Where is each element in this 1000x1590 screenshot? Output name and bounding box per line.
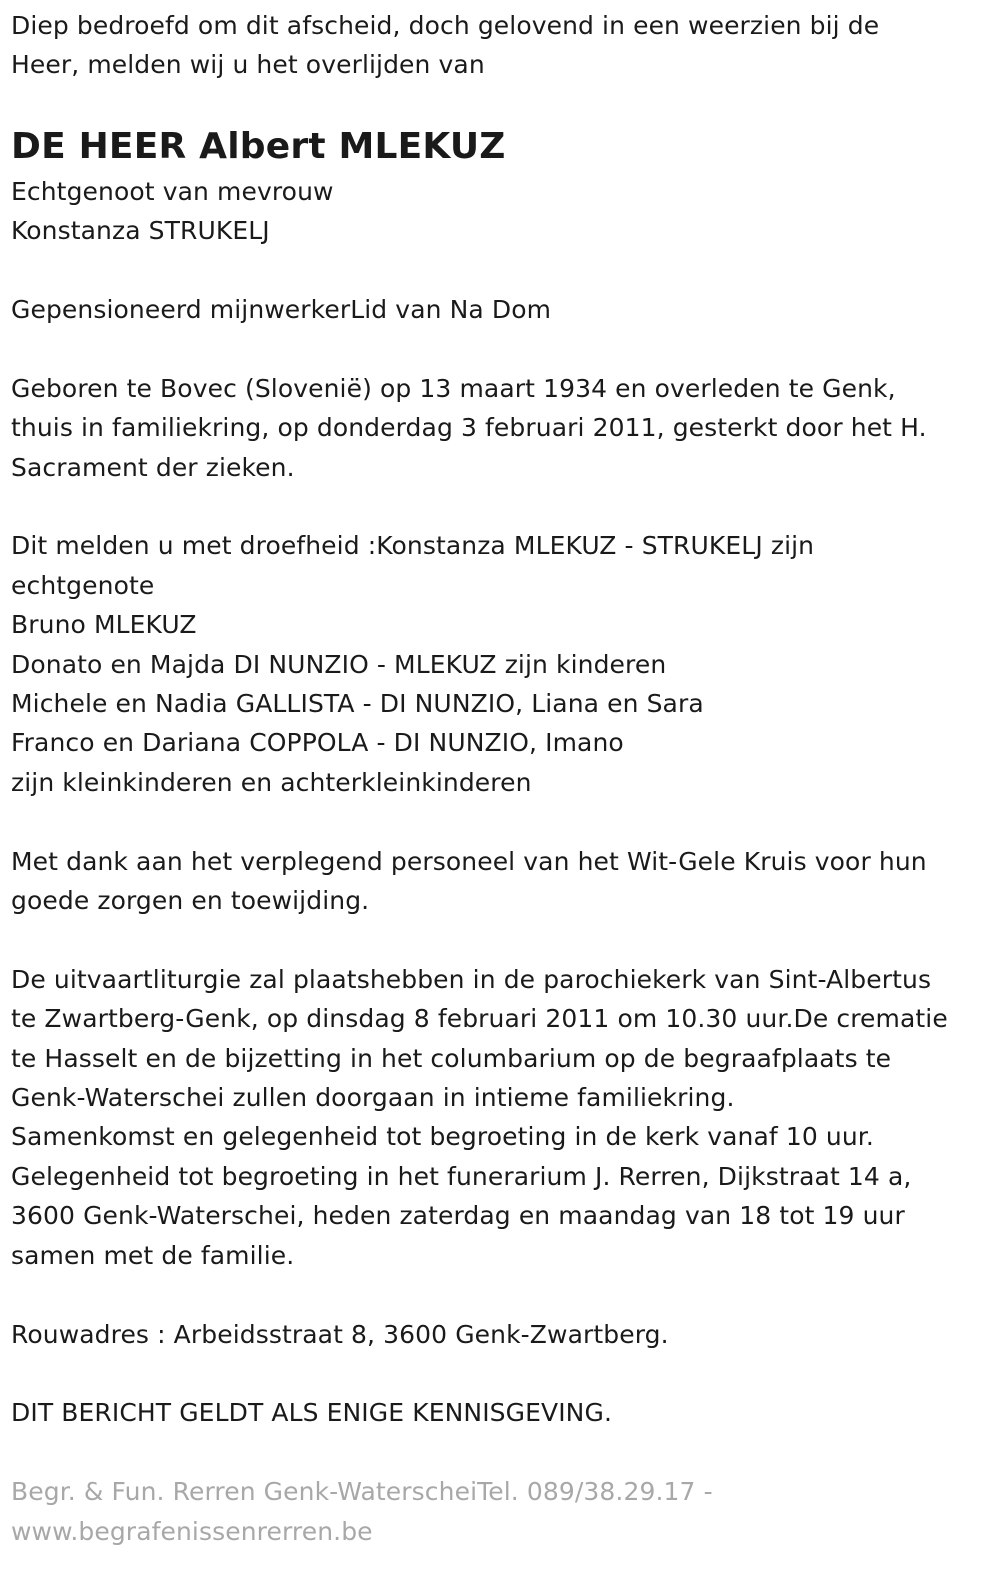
intro-line: Heer, melden wij u het overlijden van — [11, 50, 485, 80]
intro-paragraph — [11, 6, 986, 85]
family-line: Michele en Nadia GALLISTA - DI NUNZIO, Liana en Sara — [11, 689, 704, 719]
birth-death-line: Geboren te Bovec (Slovenië) op 13 maart 1934 en overleden te Genk, — [11, 373, 896, 403]
family-line: zijn kleinkinderen en achterkleinkinderen — [11, 767, 532, 797]
spouse-line: Konstanza STRUKELJ — [11, 216, 270, 246]
mourning-address: Rouwadres : Arbeidsstraat 8, 3600 Genk-Zwartberg. — [11, 1319, 669, 1349]
obituary-notice — [11, 6, 986, 1551]
funeral-line: te Zwartberg-Genk, op dinsdag 8 februari 2011 om 10.30 uur.De crematie — [11, 1004, 948, 1034]
paragraph-gap — [11, 802, 986, 841]
family-line: Donato en Majda DI NUNZIO - MLEKUZ zijn kinderen — [11, 649, 667, 679]
official-notice: DIT BERICHT GELDT ALS ENIGE KENNISGEVING. — [11, 1398, 612, 1428]
funeral-line: te Hasselt en de bijzetting in het columbarium op de begraafplaats te — [11, 1043, 892, 1073]
footer-website-link[interactable]: www.begrafenissenrerren.be — [11, 1516, 373, 1546]
funeral-line: De uitvaartliturgie zal plaatshebben in de parochiekerk van Sint-Albertus — [11, 964, 932, 994]
footer-line: Begr. & Fun. Rerren Genk-WaterscheiTel. 089/38.29.17 - — [11, 1477, 713, 1507]
family-line: Franco en Dariana COPPOLA - DI NUNZIO, Imano — [11, 728, 624, 758]
funeral-line: 3600 Genk-Waterschei, heden zaterdag en maandag van 18 tot 19 uur — [11, 1201, 905, 1231]
family-line: Dit melden u met droefheid :Konstanza MLEKUZ - STRUKELJ zijn — [11, 531, 815, 561]
family-line: echtgenote — [11, 570, 155, 600]
paragraph-gap — [11, 1433, 986, 1472]
family-paragraph — [11, 526, 986, 802]
paragraph-gap — [11, 920, 986, 959]
paragraph-gap — [11, 251, 986, 290]
intro-line: Diep bedroefd om dit afscheid, doch gelovend in een weerzien bij de — [11, 11, 880, 40]
thanks-line: goede zorgen en toewijding. — [11, 886, 370, 916]
funeral-line: samen met de familie. — [11, 1240, 295, 1270]
thanks-paragraph — [11, 842, 986, 921]
deceased-name: DE HEER Albert MLEKUZ — [11, 125, 506, 167]
spouse-paragraph — [11, 172, 986, 251]
birth-death-line: Sacrament der zieken. — [11, 452, 295, 482]
birth-death-line: thuis in familiekring, op donderdag 3 februari 2011, gesterkt door het H. — [11, 413, 927, 443]
funeral-line: Genk-Waterschei zullen doorgaan in intieme familiekring. — [11, 1083, 735, 1113]
funeral-line: Gelegenheid tot begroeting in het funerarium J. Rerren, Dijkstraat 14 a, — [11, 1161, 912, 1191]
funeral-paragraph — [11, 960, 986, 1275]
occupation: Gepensioneerd mijnwerkerLid van Na Dom — [11, 295, 552, 325]
paragraph-gap — [11, 487, 986, 526]
paragraph-gap — [11, 1275, 986, 1314]
family-line: Bruno MLEKUZ — [11, 610, 197, 640]
paragraph-gap — [11, 1354, 986, 1393]
birth-death-paragraph — [11, 369, 986, 487]
thanks-line: Met dank aan het verplegend personeel van het Wit-Gele Kruis voor hun — [11, 846, 927, 876]
funeral-home-footer — [11, 1472, 986, 1551]
spouse-line: Echtgenoot van mevrouw — [11, 176, 334, 206]
funeral-line: Samenkomst en gelegenheid tot begroeting in de kerk vanaf 10 uur. — [11, 1122, 874, 1152]
paragraph-gap — [11, 329, 986, 368]
